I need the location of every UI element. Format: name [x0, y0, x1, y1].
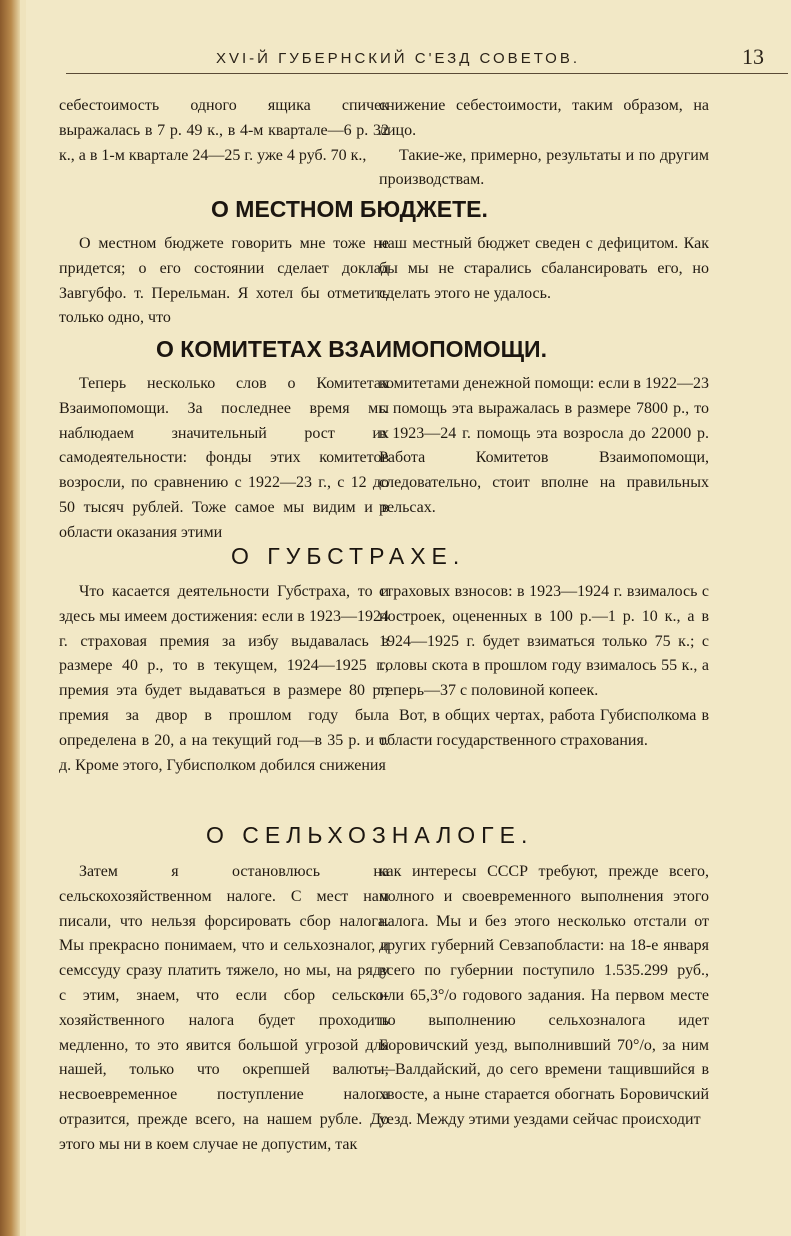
intro-left-column: [59, 94, 389, 168]
page-header: [66, 40, 788, 74]
intro-right-text-1: снижение себестоимости, таким образом, на лицо.: [379, 97, 709, 139]
heading-gubstrakh: О ГУБСТРАХЕ.: [231, 543, 466, 569]
heading-agricultural-tax: О СЕЛЬХОЗНАЛОГЕ.: [206, 822, 534, 848]
gubstrakh-left-text: Что касается деятельности Губстраха, то и здесь мы имеем достижения: если в 1923—1924 г. страховая премия за избу выдавалась в размере 40 р., то в текущем, 1924—1925 г., премия эта будет выдаваться в размере 80 р.; премия за двор в прошлом году была определена в 20, а на текущий год—в 35 р. и т. д. Кроме этого, Губисполком добился снижения: [59, 583, 389, 774]
agritax-left-text: Затем я остановлюсь на сельскохозяйственном налоге. С мест нам писали, что нельзя форсировать сбор налога. Мы прекрасно понимаем, что и сельхозналог, и семссуду сразу платить тяжело, но мы, на ряду с этим, знаем, что если сбор сельско-хозяйственного налога будет проходить медленно, то это явится большой угрозой для нашей, только что окрепшей валюты; несвоевременное поступление налога отразится, прежде всего, на нашем рубле. До этого мы ни в коем случае не допустим, так: [59, 863, 389, 1153]
heading-local-budget: О МЕСТНОМ БЮДЖЕТЕ.: [211, 196, 488, 222]
committees-left-column: [59, 372, 389, 546]
page-number: 13: [742, 44, 764, 69]
committees-left-text: Теперь несколько слов о Комитетах Взаимопомощи. За последнее время мы наблюдаем значительный рост их самодеятельности: фонды этих комитетов возросли, по сравнению с 1922—23 г., с 12 до 50 тысяч рублей. Тоже самое мы видим и в области оказания этими: [59, 375, 389, 541]
gubstrakh-right-column: [379, 580, 709, 754]
budget-left-column: [59, 232, 389, 331]
agritax-left-column: [59, 860, 389, 1158]
agritax-right-text: как интересы СССР требуют, прежде всего, полного и своевременного выполнения этого налога. Мы и без этого несколько отстали от других губерний Севзапобласти: на 18-е января всего по губернии поступило 1.535.299 руб., или 65,3°/о годового задания. На первом месте по выполнению сельхозналога идет Боровичский уезд, выполнивший 70°/о, за ним—Валдайский, до сего времени тащившийся в хвосте, а ныне старается обогнать Боровичский уезд. Между этими уездами сейчас происходит: [379, 863, 709, 1128]
agritax-right-column: [379, 860, 709, 1133]
header-rule: [66, 73, 788, 74]
heading-mutual-aid-committees: О КОМИТЕТАХ ВЗАИМОПОМОЩИ.: [156, 336, 547, 362]
budget-right-column: [379, 232, 709, 306]
page: [26, 0, 791, 1236]
gubstrakh-right-text-2: Вот, в общих чертах, работа Губисполкома в области государственного страхования.: [379, 706, 709, 749]
gubstrakh-right-text-1: страховых взносов: в 1923—1924 г. взималось с построек, оцененных в 100 р.—1 р. 10 к., а в 1924—1925 г. будет взиматься только 75 к.; с головы скота в прошлом году взималось 55 к., а теперь—37 с половиной копеек.: [379, 583, 709, 700]
running-title: XVI-Й ГУБЕРНСКИЙ С'ЕЗД СОВЕТОВ.: [216, 50, 581, 67]
gubstrakh-left-column: [59, 580, 389, 778]
intro-right-text-2: Такие-же, примерно, результаты и по другим производствам.: [379, 146, 709, 189]
budget-right-text: наш местный бюджет сведен с дефицитом. Как бы мы не старались сбалансировать его, но сделать этого не удалось.: [379, 235, 709, 302]
committees-right-text: комитетами денежной помощи: если в 1922—23 г. помощь эта выражалась в размере 7800 р., то в 1923—24 г. помощь эта возросла до 22000 р. Работа Комитетов Взаимопомощи, следовательно, стоит вполне на правильных рельсах.: [379, 375, 709, 516]
book-spine: [0, 0, 20, 1236]
intro-right-column: [379, 94, 709, 193]
budget-left-text: О местном бюджете говорить мне тоже не придется; о его состоянии сделает доклад Завгубфо. т. Перельман. Я хотел бы отметить только одно, что: [59, 235, 389, 327]
intro-left-text: себестоимость одного ящика спичек выражалась в 7 р. 49 к., в 4-м квартале—6 р. 32 к., а в 1-м квартале 24—25 г. уже 4 руб. 70 к.,: [59, 97, 389, 164]
committees-right-column: [379, 372, 709, 521]
